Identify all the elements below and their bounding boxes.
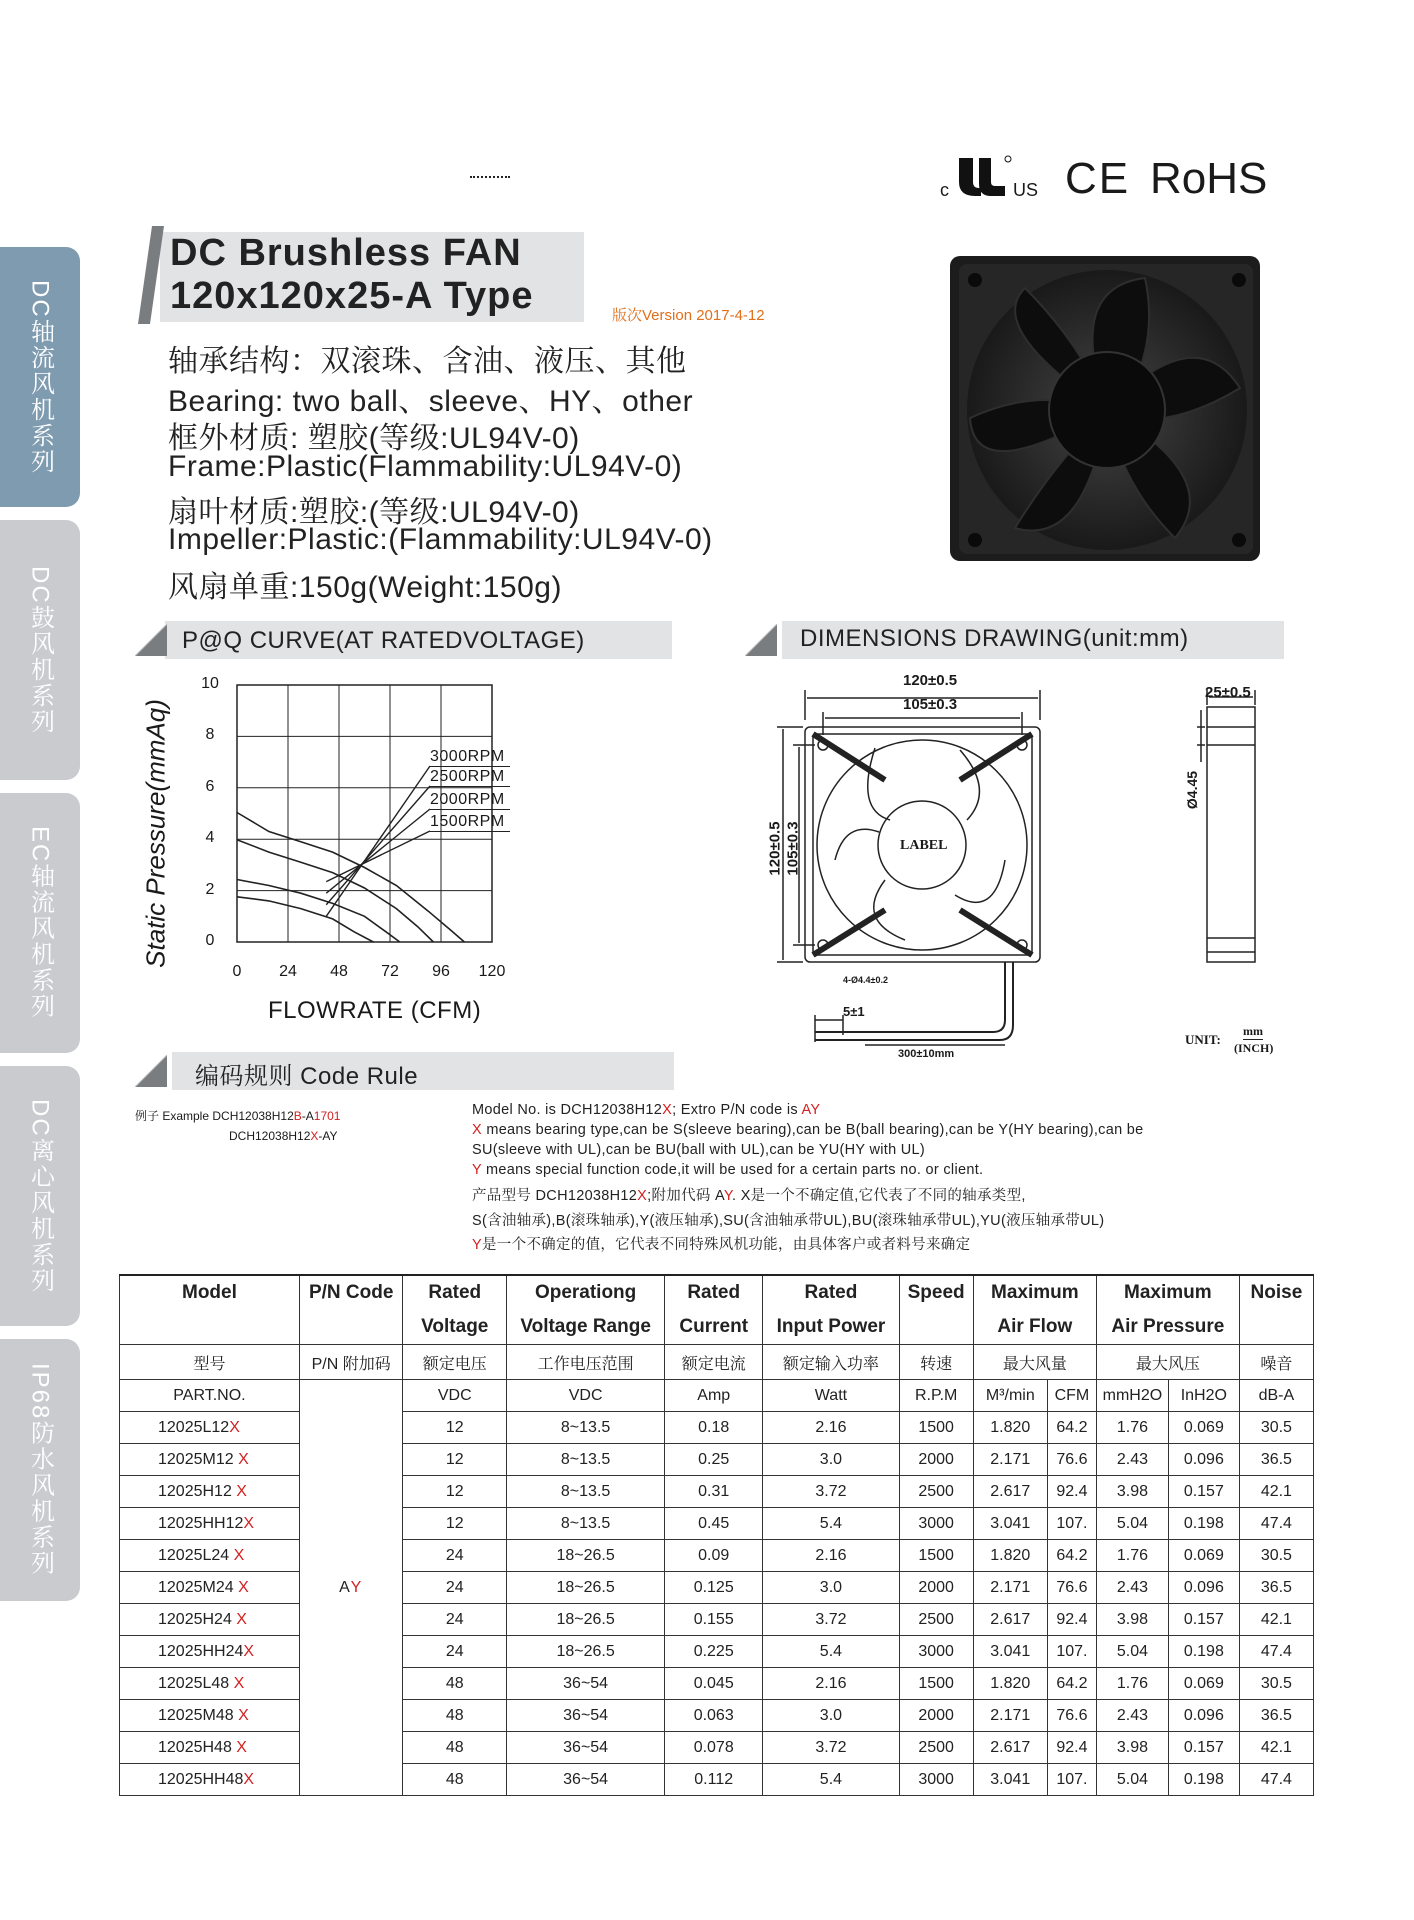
- header-voltage-range-2: Voltage Range: [507, 1310, 665, 1345]
- range-cell: 18~26.5: [507, 1572, 665, 1604]
- inh2o-cell: 0.198: [1168, 1636, 1239, 1668]
- table-row: [120, 1508, 1314, 1540]
- vdc-cell: 24: [403, 1572, 507, 1604]
- ul-logo-icon: [953, 154, 1013, 200]
- code-rule-line-6: S(含油轴承),B(滚珠轴承),Y(液压轴承),SU(含油轴承带UL),BU(滚珠轴承带UL),YU(液压轴承带UL): [472, 1213, 1105, 1229]
- ul-c-text: c: [940, 180, 949, 200]
- cfm-cell: 76.6: [1047, 1444, 1096, 1476]
- side-tab-label: DC轴流风机系列: [26, 279, 54, 475]
- mmh2o-cell: 1.76: [1096, 1668, 1168, 1700]
- rpm-cell: 2000: [899, 1572, 973, 1604]
- vdc-cell: 24: [403, 1604, 507, 1636]
- range-cell: 8~13.5: [507, 1508, 665, 1540]
- amp-cell: 0.45: [665, 1508, 763, 1540]
- watt-cell: 2.16: [763, 1668, 899, 1700]
- table-row: [120, 1604, 1314, 1636]
- unit-cell: Watt: [763, 1380, 899, 1412]
- rpm-cell: 1500: [899, 1412, 973, 1444]
- watt-cell: 3.0: [763, 1572, 899, 1604]
- watt-cell: 5.4: [763, 1636, 899, 1668]
- db-cell: 47.4: [1239, 1508, 1313, 1540]
- mmh2o-cell: 1.76: [1096, 1540, 1168, 1572]
- mmh2o-cell: 5.04: [1096, 1508, 1168, 1540]
- section-marker-icon: [135, 1055, 167, 1087]
- header-max-airflow-2: Air Flow: [973, 1310, 1096, 1345]
- dim-wire-strip: 5±1: [843, 1004, 865, 1019]
- code-rule-line-3: SU(sleeve with UL),can be BU(ball with UL),can be YU(HY with UL): [472, 1142, 926, 1158]
- table-row: [120, 1636, 1314, 1668]
- side-tab-ec-axial[interactable]: [0, 793, 80, 1053]
- spec-bearing-en: Bearing: two ball、sleeve、HY、other: [168, 385, 694, 418]
- header-rated-current-2: Current: [665, 1310, 763, 1345]
- spec-frame-cn: 框外材质: 塑胶(等级:UL94V-0): [168, 422, 580, 455]
- amp-cell: 0.045: [665, 1668, 763, 1700]
- db-cell: 42.1: [1239, 1476, 1313, 1508]
- header-cn-power: 额定输入功率: [763, 1345, 899, 1380]
- m3-cell: 3.041: [973, 1636, 1047, 1668]
- model-cell: 12025M12 X: [120, 1444, 300, 1476]
- unit-cell: VDC: [403, 1380, 507, 1412]
- mmh2o-cell: 2.43: [1096, 1444, 1168, 1476]
- header-cn-voltage: 额定电压: [403, 1345, 507, 1380]
- db-cell: 30.5: [1239, 1668, 1313, 1700]
- dim-lead-length: 300±10mm: [898, 1048, 955, 1060]
- amp-cell: 0.063: [665, 1700, 763, 1732]
- top-mark: [470, 176, 510, 182]
- cfm-cell: 64.2: [1047, 1412, 1096, 1444]
- amp-cell: 0.31: [665, 1476, 763, 1508]
- header-noise: Noise: [1239, 1275, 1313, 1310]
- inh2o-cell: 0.096: [1168, 1700, 1239, 1732]
- range-cell: 18~26.5: [507, 1540, 665, 1572]
- model-cell: 12025M48 X: [120, 1700, 300, 1732]
- header-noise-2: [1239, 1310, 1313, 1345]
- code-rule-line-4: Y means special function code,it will be used for a certain parts no. or client.: [472, 1162, 984, 1178]
- dim-mount-holes: 4-Ø4.4±0.2: [843, 975, 888, 985]
- vdc-cell: 48: [403, 1700, 507, 1732]
- unit-mm: mm: [1243, 1024, 1263, 1038]
- db-cell: 36.5: [1239, 1700, 1313, 1732]
- dim-hole-span: 105±0.3: [903, 696, 958, 713]
- y-tick-label: 8: [205, 726, 215, 744]
- watt-cell: 5.4: [763, 1508, 899, 1540]
- rpm-cell: 2500: [899, 1604, 973, 1636]
- watt-cell: 3.72: [763, 1476, 899, 1508]
- legend-arrow: [326, 809, 430, 893]
- model-cell: 12025H12 X: [120, 1476, 300, 1508]
- side-tab-label: DC离心风机系列: [26, 1098, 54, 1294]
- pq-section-title: P@Q CURVE(AT RATEDVOLTAGE): [182, 627, 585, 654]
- unit-cell: Amp: [665, 1380, 763, 1412]
- y-tick-label: 2: [205, 880, 215, 898]
- x-tick-label: 96: [432, 963, 450, 980]
- inh2o-cell: 0.157: [1168, 1476, 1239, 1508]
- spec-weight: 风扇单重:150g(Weight:150g): [168, 571, 562, 604]
- cfm-cell: 107.: [1047, 1636, 1096, 1668]
- code-rule-title: 编码规则 Code Rule: [195, 1063, 419, 1090]
- m3-cell: 2.171: [973, 1444, 1047, 1476]
- ce-mark: CE: [1065, 154, 1131, 203]
- mmh2o-cell: 5.04: [1096, 1636, 1168, 1668]
- header-speed: Speed: [899, 1275, 973, 1310]
- side-tab-label: IP68防水风机系列: [26, 1363, 54, 1577]
- table-row: [120, 1476, 1314, 1508]
- legend-arrow: [326, 766, 430, 916]
- model-cell: 12025L24 X: [120, 1540, 300, 1572]
- mmh2o-cell: 2.43: [1096, 1700, 1168, 1732]
- header-input-power-2: Input Power: [763, 1310, 899, 1345]
- cfm-cell: 92.4: [1047, 1732, 1096, 1764]
- db-cell: 47.4: [1239, 1636, 1313, 1668]
- unit-cell: CFM: [1047, 1380, 1096, 1412]
- range-cell: 36~54: [507, 1668, 665, 1700]
- legend-label-1500rpm: 1500RPM: [430, 813, 510, 832]
- header-pn-code: P/N Code: [299, 1275, 403, 1310]
- ul-us-text: US: [1013, 180, 1039, 200]
- series-line-1500rpm: [237, 897, 373, 942]
- legend-arrow: [326, 786, 430, 905]
- vdc-cell: 24: [403, 1636, 507, 1668]
- chart-y-label: Static Pressure(mmAq): [140, 699, 171, 968]
- chart-x-label: FLOWRATE (CFM): [268, 997, 482, 1024]
- dimensions-drawing: [755, 670, 1300, 1070]
- x-tick-label: 120: [478, 963, 506, 980]
- amp-cell: 0.25: [665, 1444, 763, 1476]
- model-cell: 12025HH48X: [120, 1764, 300, 1796]
- header-model-2: [120, 1310, 300, 1345]
- watt-cell: 5.4: [763, 1764, 899, 1796]
- header-input-power: Rated: [763, 1275, 899, 1310]
- table-row: [120, 1412, 1314, 1444]
- unit-cell: M³/min: [973, 1380, 1047, 1412]
- dimensions-section-title: DIMENSIONS DRAWING(unit:mm): [800, 625, 1189, 652]
- y-tick-label: 6: [205, 777, 215, 795]
- header-max-pressure: Maximum: [1096, 1275, 1239, 1310]
- vdc-cell: 12: [403, 1444, 507, 1476]
- pn-code-cell: AY: [299, 1380, 403, 1796]
- inh2o-cell: 0.198: [1168, 1764, 1239, 1796]
- table-row: [120, 1700, 1314, 1732]
- units-row: [120, 1380, 1314, 1412]
- watt-cell: 3.0: [763, 1444, 899, 1476]
- rpm-cell: 2500: [899, 1476, 973, 1508]
- unit-label: UNIT:: [1185, 1032, 1221, 1047]
- model-cell: 12025M24 X: [120, 1572, 300, 1604]
- header-rated-current: Rated: [665, 1275, 763, 1310]
- unit-cell: VDC: [507, 1380, 665, 1412]
- cfm-cell: 107.: [1047, 1764, 1096, 1796]
- y-tick-label: 10: [201, 675, 219, 692]
- header-rated-voltage-2: Voltage: [403, 1310, 507, 1345]
- watt-cell: 2.16: [763, 1540, 899, 1572]
- code-example-1: 例子 Example DCH12038H12B-A1701: [135, 1109, 341, 1123]
- vdc-cell: 12: [403, 1508, 507, 1540]
- rpm-cell: 3000: [899, 1636, 973, 1668]
- x-tick-label: 0: [232, 963, 242, 980]
- amp-cell: 0.09: [665, 1540, 763, 1572]
- db-cell: 42.1: [1239, 1604, 1313, 1636]
- vdc-cell: 48: [403, 1732, 507, 1764]
- range-cell: 36~54: [507, 1700, 665, 1732]
- x-tick-label: 48: [330, 963, 348, 980]
- inh2o-cell: 0.096: [1168, 1444, 1239, 1476]
- table-row: [120, 1668, 1314, 1700]
- amp-cell: 0.125: [665, 1572, 763, 1604]
- code-rule-line-7: Y是一个不确定的值，它代表不同特殊风机功能，由具体客户或者料号来确定: [472, 1237, 971, 1253]
- unit-cell: dB-A: [1239, 1380, 1313, 1412]
- table-row: [120, 1764, 1314, 1796]
- cfm-cell: 64.2: [1047, 1668, 1096, 1700]
- header-max-pressure-2: Air Pressure: [1096, 1310, 1239, 1345]
- amp-cell: 0.18: [665, 1412, 763, 1444]
- model-cell: 12025L48 X: [120, 1668, 300, 1700]
- legend-label-2000rpm: 2000RPM: [430, 791, 510, 810]
- vdc-cell: 48: [403, 1764, 507, 1796]
- m3-cell: 2.617: [973, 1732, 1047, 1764]
- amp-cell: 0.112: [665, 1764, 763, 1796]
- fan-label: LABEL: [900, 838, 948, 853]
- range-cell: 36~54: [507, 1732, 665, 1764]
- header-max-airflow: Maximum: [973, 1275, 1096, 1310]
- y-tick-label: 0: [205, 932, 215, 949]
- inh2o-cell: 0.069: [1168, 1668, 1239, 1700]
- header-pn-code-2: [299, 1310, 403, 1345]
- db-cell: 36.5: [1239, 1444, 1313, 1476]
- certification-logos: [935, 150, 1268, 210]
- amp-cell: 0.078: [665, 1732, 763, 1764]
- db-cell: 30.5: [1239, 1540, 1313, 1572]
- header-model: Model: [120, 1275, 300, 1310]
- range-cell: 8~13.5: [507, 1476, 665, 1508]
- header-cn-pressure: 最大风压: [1096, 1345, 1239, 1380]
- vdc-cell: 12: [403, 1412, 507, 1444]
- inh2o-cell: 0.157: [1168, 1732, 1239, 1764]
- rpm-cell: 1500: [899, 1540, 973, 1572]
- spec-frame-en: Frame:Plastic(Flammability:UL94V-0): [168, 450, 683, 483]
- x-tick-label: 72: [381, 963, 399, 980]
- db-cell: 36.5: [1239, 1572, 1313, 1604]
- header-rated-voltage: Rated: [403, 1275, 507, 1310]
- dim-hole-span-vertical: 105±0.3: [784, 821, 802, 876]
- spec-impeller-en: Impeller:Plastic:(Flammability:UL94V-0): [168, 523, 713, 556]
- range-cell: 8~13.5: [507, 1412, 665, 1444]
- table-row: [120, 1732, 1314, 1764]
- m3-cell: 2.617: [973, 1604, 1047, 1636]
- header-voltage-range: Operationg: [507, 1275, 665, 1310]
- dim-hole-diameter: Ø4.45: [1184, 770, 1200, 810]
- model-cell: 12025HH12X: [120, 1508, 300, 1540]
- cfm-cell: 92.4: [1047, 1476, 1096, 1508]
- code-example-2: DCH12038H12X-AY: [229, 1129, 338, 1143]
- rohs-mark: RoHS: [1150, 154, 1268, 203]
- spec-impeller-cn: 扇叶材质:塑胶:(等级:UL94V-0): [168, 496, 580, 529]
- range-cell: 18~26.5: [507, 1604, 665, 1636]
- code-rule-line-1: Model No. is DCH12038H12X; Extro P/N code is AY: [472, 1102, 821, 1118]
- rpm-cell: 3000: [899, 1764, 973, 1796]
- m3-cell: 2.171: [973, 1572, 1047, 1604]
- side-tab-label: EC轴流风机系列: [26, 826, 54, 1020]
- section-marker-icon: [745, 624, 777, 656]
- spec-table-body: [120, 1380, 1314, 1796]
- amp-cell: 0.225: [665, 1636, 763, 1668]
- x-tick-label: 24: [279, 963, 297, 980]
- inh2o-cell: 0.069: [1168, 1540, 1239, 1572]
- model-cell: 12025HH24X: [120, 1636, 300, 1668]
- title-line-1: DC Brushless FAN: [170, 232, 522, 274]
- watt-cell: 3.72: [763, 1732, 899, 1764]
- amp-cell: 0.155: [665, 1604, 763, 1636]
- inh2o-cell: 0.198: [1168, 1508, 1239, 1540]
- side-tab-label: DC鼓风机系列: [26, 565, 54, 735]
- table-row: [120, 1444, 1314, 1476]
- unit-cell: mmH2O: [1096, 1380, 1168, 1412]
- version-text: 版次Version 2017-4-12: [612, 307, 765, 324]
- dim-depth: 25±0.5: [1205, 684, 1251, 701]
- m3-cell: 1.820: [973, 1540, 1047, 1572]
- table-row: [120, 1572, 1314, 1604]
- rpm-cell: 2000: [899, 1444, 973, 1476]
- dim-overall-width: 120±0.5: [903, 672, 958, 689]
- side-tab-dc-centrifugal[interactable]: [0, 1066, 80, 1326]
- side-tab-dc-axial[interactable]: [0, 247, 80, 507]
- mmh2o-cell: 1.76: [1096, 1412, 1168, 1444]
- section-marker-icon: [135, 624, 167, 656]
- db-cell: 42.1: [1239, 1732, 1313, 1764]
- cfm-cell: 92.4: [1047, 1604, 1096, 1636]
- title-line-2: 120x120x25-A Type: [170, 275, 534, 317]
- header-cn-speed: 转速: [899, 1345, 973, 1380]
- rpm-cell: 2500: [899, 1732, 973, 1764]
- db-cell: 47.4: [1239, 1764, 1313, 1796]
- model-cell: 12025L12X: [120, 1412, 300, 1444]
- inh2o-cell: 0.069: [1168, 1412, 1239, 1444]
- header-cn-noise: 噪音: [1239, 1345, 1313, 1380]
- spec-bearing-cn: 轴承结构：双滚珠、含油、液压、其他: [168, 345, 687, 378]
- mmh2o-cell: 3.98: [1096, 1732, 1168, 1764]
- m3-cell: 1.820: [973, 1412, 1047, 1444]
- rpm-cell: 1500: [899, 1668, 973, 1700]
- m3-cell: 2.617: [973, 1476, 1047, 1508]
- rpm-cell: 2000: [899, 1700, 973, 1732]
- unit-cell: InH2O: [1168, 1380, 1239, 1412]
- cfm-cell: 76.6: [1047, 1700, 1096, 1732]
- model-cell: 12025H48 X: [120, 1732, 300, 1764]
- watt-cell: 3.0: [763, 1700, 899, 1732]
- inh2o-cell: 0.096: [1168, 1572, 1239, 1604]
- side-tab-ip68[interactable]: [0, 1339, 80, 1601]
- spec-table: [119, 1274, 1314, 1796]
- range-cell: 8~13.5: [507, 1444, 665, 1476]
- db-cell: 30.5: [1239, 1412, 1313, 1444]
- range-cell: 36~54: [507, 1764, 665, 1796]
- vdc-cell: 48: [403, 1668, 507, 1700]
- m3-cell: 1.820: [973, 1668, 1047, 1700]
- unit-inch: (INCH): [1234, 1041, 1274, 1055]
- header-cn-airflow: 最大风量: [973, 1345, 1096, 1380]
- vdc-cell: 24: [403, 1540, 507, 1572]
- rpm-cell: 3000: [899, 1508, 973, 1540]
- code-rule-line-2: X means bearing type,can be S(sleeve bearing),can be B(ball bearing),can be Y(HY bearing),can be: [472, 1122, 1144, 1138]
- mmh2o-cell: 2.43: [1096, 1572, 1168, 1604]
- m3-cell: 3.041: [973, 1508, 1047, 1540]
- mmh2o-cell: 3.98: [1096, 1604, 1168, 1636]
- header-cn-pn: P/N 附加码: [299, 1345, 403, 1380]
- vdc-cell: 12: [403, 1476, 507, 1508]
- fan-photo: [945, 248, 1270, 573]
- watt-cell: 2.16: [763, 1412, 899, 1444]
- header-cn-range: 工作电压范围: [507, 1345, 665, 1380]
- cfm-cell: 64.2: [1047, 1540, 1096, 1572]
- m3-cell: 2.171: [973, 1700, 1047, 1732]
- series-line-2000rpm: [237, 880, 400, 943]
- mmh2o-cell: 3.98: [1096, 1476, 1168, 1508]
- watt-cell: 3.72: [763, 1604, 899, 1636]
- header-cn-model: 型号: [120, 1345, 300, 1380]
- table-row: [120, 1540, 1314, 1572]
- mmh2o-cell: 5.04: [1096, 1764, 1168, 1796]
- dim-overall-height: 120±0.5: [766, 821, 784, 876]
- header-speed-2: [899, 1310, 973, 1345]
- side-tab-dc-blower[interactable]: [0, 520, 80, 780]
- legend-label-2500rpm: 2500RPM: [430, 768, 510, 787]
- range-cell: 18~26.5: [507, 1636, 665, 1668]
- code-rule-line-5: 产品型号 DCH12038H12X;附加代码 AY. X是一个不确定值,它代表了不同的轴承类型,: [472, 1188, 1026, 1204]
- chart-arrows: [326, 766, 430, 916]
- title-slash-icon: [138, 226, 164, 324]
- legend-label-3000rpm: 3000RPM: [430, 748, 510, 767]
- m3-cell: 3.041: [973, 1764, 1047, 1796]
- unit-part-no: PART.NO.: [120, 1380, 300, 1412]
- cfm-cell: 76.6: [1047, 1572, 1096, 1604]
- inh2o-cell: 0.157: [1168, 1604, 1239, 1636]
- y-tick-label: 4: [205, 829, 215, 847]
- header-cn-current: 额定电流: [665, 1345, 763, 1380]
- unit-cell: R.P.M: [899, 1380, 973, 1412]
- cfm-cell: 107.: [1047, 1508, 1096, 1540]
- model-cell: 12025H24 X: [120, 1604, 300, 1636]
